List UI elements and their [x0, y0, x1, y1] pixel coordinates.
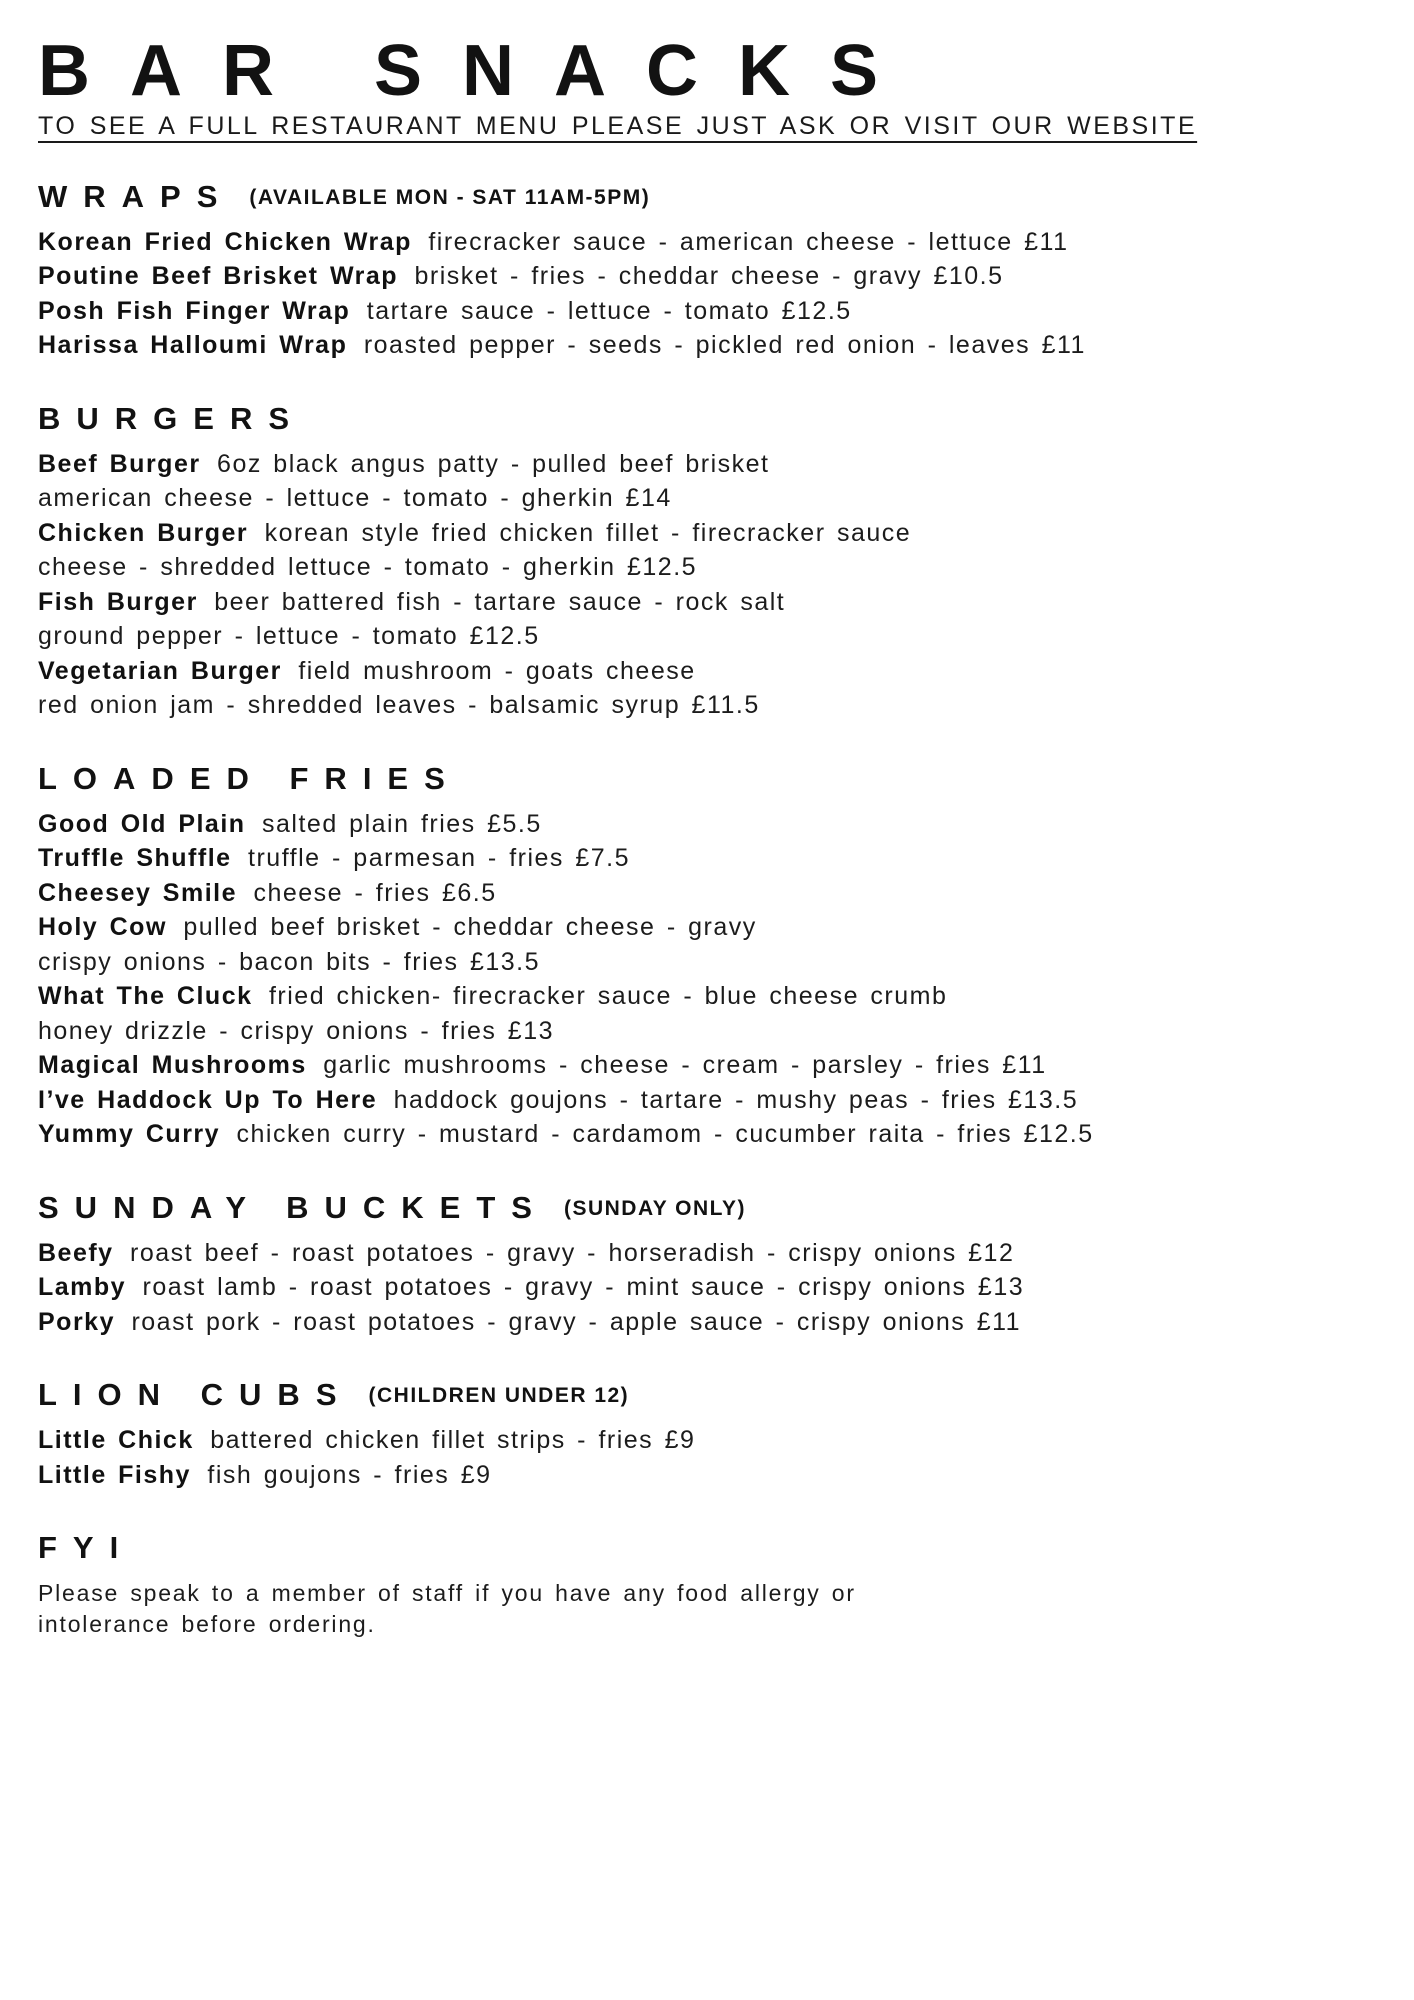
item-name: Fish Burger	[38, 587, 198, 616]
section-title-text: WRAPS	[38, 178, 234, 214]
item-name: Vegetarian Burger	[38, 656, 282, 685]
menu-item	[38, 516, 1376, 551]
menu-item	[38, 876, 1376, 911]
menu-item	[38, 1423, 1376, 1458]
menu-item	[38, 259, 1376, 294]
item-description: fish goujons - fries £9	[207, 1460, 492, 1489]
item-description: battered chicken fillet strips - fries £9	[210, 1426, 696, 1455]
item-name: Good Old Plain	[38, 809, 246, 838]
item-name: Truffle Shuffle	[38, 844, 232, 873]
menu-item	[38, 1270, 1376, 1305]
item-description: chicken curry - mustard - cardamom - cucumber raita - fries £12.5	[236, 1120, 1094, 1149]
section-title-loaded-fries	[38, 761, 1376, 797]
menu-item	[38, 294, 1376, 329]
item-description: firecracker sauce - american cheese - lettuce £11	[428, 227, 1069, 256]
item-description: tartare sauce - lettuce - tomato £12.5	[366, 296, 852, 325]
section-burgers	[38, 401, 1376, 723]
item-name: Poutine Beef Brisket Wrap	[38, 262, 399, 291]
menu-item	[38, 447, 1376, 482]
fyi-line: Please speak to a member of staff if you have any food allergy or	[38, 1580, 856, 1607]
item-description: garlic mushrooms - cheese - cream - parsley - fries £11	[323, 1051, 1047, 1080]
section-title-burgers	[38, 401, 1376, 437]
section-note: (AVAILABLE MON - SAT 11AM-5PM)	[249, 185, 651, 209]
item-name: Posh Fish Finger Wrap	[38, 296, 351, 325]
menu-item	[38, 1236, 1376, 1271]
item-description: roast beef - roast potatoes - gravy - horseradish - crispy onions £12	[130, 1238, 1015, 1267]
menu-item	[38, 225, 1376, 260]
item-description: field mushroom - goats cheese	[298, 656, 696, 685]
item-description: roast lamb - roast potatoes - gravy - mint sauce - crispy onions £13	[142, 1273, 1025, 1302]
item-description: beer battered fish - tartare sauce - rock salt	[214, 587, 786, 616]
item-description-cont: american cheese - lettuce - tomato - gherkin £14	[38, 484, 672, 513]
item-description: haddock goujons - tartare - mushy peas - fries £13.5	[393, 1085, 1079, 1114]
section-note: (SUNDAY ONLY)	[563, 1196, 747, 1220]
item-description: truffle - parmesan - fries £7.5	[248, 844, 631, 873]
menu-item	[38, 654, 1376, 689]
section-title-text: BURGERS	[38, 400, 306, 436]
item-name: Porky	[38, 1307, 115, 1336]
menu-item	[38, 841, 1376, 876]
item-description-cont: red onion jam - shredded leaves - balsamic syrup £11.5	[38, 691, 760, 720]
item-name: Holy Cow	[38, 913, 167, 942]
item-name: What The Cluck	[38, 982, 253, 1011]
item-name: Little Fishy	[38, 1460, 191, 1489]
fyi-line: intolerance before ordering.	[38, 1611, 376, 1638]
menu-item	[38, 1117, 1376, 1152]
section-loaded-fries	[38, 761, 1376, 1152]
item-description-cont: crispy onions - bacon bits - fries £13.5	[38, 947, 541, 976]
item-name: Magical Mushrooms	[38, 1051, 307, 1080]
section-title-sunday-buckets	[38, 1190, 1376, 1226]
item-description-cont: honey drizzle - crispy onions - fries £13	[38, 1016, 555, 1045]
menu-subtitle: TO SEE A FULL RESTAURANT MENU PLEASE JUST ASK OR VISIT OUR WEBSITE	[38, 111, 1198, 140]
section-title-lion-cubs	[38, 1377, 1376, 1413]
section-fyi	[38, 1530, 1376, 1640]
item-description: brisket - fries - cheddar cheese - gravy £10.5	[414, 262, 1004, 291]
section-title-fyi	[38, 1530, 1376, 1566]
menu-item	[38, 1083, 1376, 1118]
menu-item	[38, 1305, 1376, 1340]
item-description: roasted pepper - seeds - pickled red onion - leaves £11	[363, 331, 1086, 360]
menu-header	[38, 31, 1376, 141]
menu-item	[38, 979, 1376, 1014]
section-title-text: LION CUBS	[38, 1377, 353, 1413]
section-wraps	[38, 179, 1376, 363]
menu-item	[38, 1458, 1376, 1493]
menu-item	[38, 910, 1376, 945]
section-title-text: FYI	[38, 1530, 135, 1566]
item-description: salted plain fries £5.5	[262, 809, 542, 838]
item-name: I’ve Haddock Up To Here	[38, 1085, 378, 1114]
section-note: (CHILDREN UNDER 12)	[368, 1384, 630, 1408]
menu-item	[38, 328, 1376, 363]
item-name: Korean Fried Chicken Wrap	[38, 227, 412, 256]
item-name: Chicken Burger	[38, 518, 249, 547]
section-title-text: SUNDAY BUCKETS	[38, 1189, 548, 1225]
item-name: Harissa Halloumi Wrap	[38, 331, 348, 360]
section-title-text: LOADED FRIES	[38, 760, 461, 796]
item-name: Beefy	[38, 1238, 114, 1267]
menu-item	[38, 807, 1376, 842]
item-name: Yummy Curry	[38, 1120, 221, 1149]
item-description: pulled beef brisket - cheddar cheese - gravy	[183, 913, 757, 942]
item-name: Lamby	[38, 1273, 127, 1302]
menu-item	[38, 1048, 1376, 1083]
item-description-cont: cheese - shredded lettuce - tomato - gherkin £12.5	[38, 553, 698, 582]
item-name: Beef Burger	[38, 449, 201, 478]
item-description: korean style fried chicken fillet - firecracker sauce	[264, 518, 912, 547]
item-description: 6oz black angus patty - pulled beef brisket	[217, 449, 770, 478]
section-title-wraps	[38, 179, 1376, 215]
section-sunday-buckets	[38, 1190, 1376, 1340]
item-description: roast pork - roast potatoes - gravy - apple sauce - crispy onions £11	[131, 1307, 1022, 1336]
page-title: BAR SNACKS	[38, 31, 919, 111]
item-name: Cheesey Smile	[38, 878, 237, 907]
item-description: cheese - fries £6.5	[253, 878, 497, 907]
item-description-cont: ground pepper - lettuce - tomato £12.5	[38, 622, 540, 651]
menu-item	[38, 585, 1376, 620]
item-description: fried chicken- firecracker sauce - blue cheese crumb	[268, 982, 948, 1011]
section-lion-cubs	[38, 1377, 1376, 1492]
item-name: Little Chick	[38, 1426, 194, 1455]
